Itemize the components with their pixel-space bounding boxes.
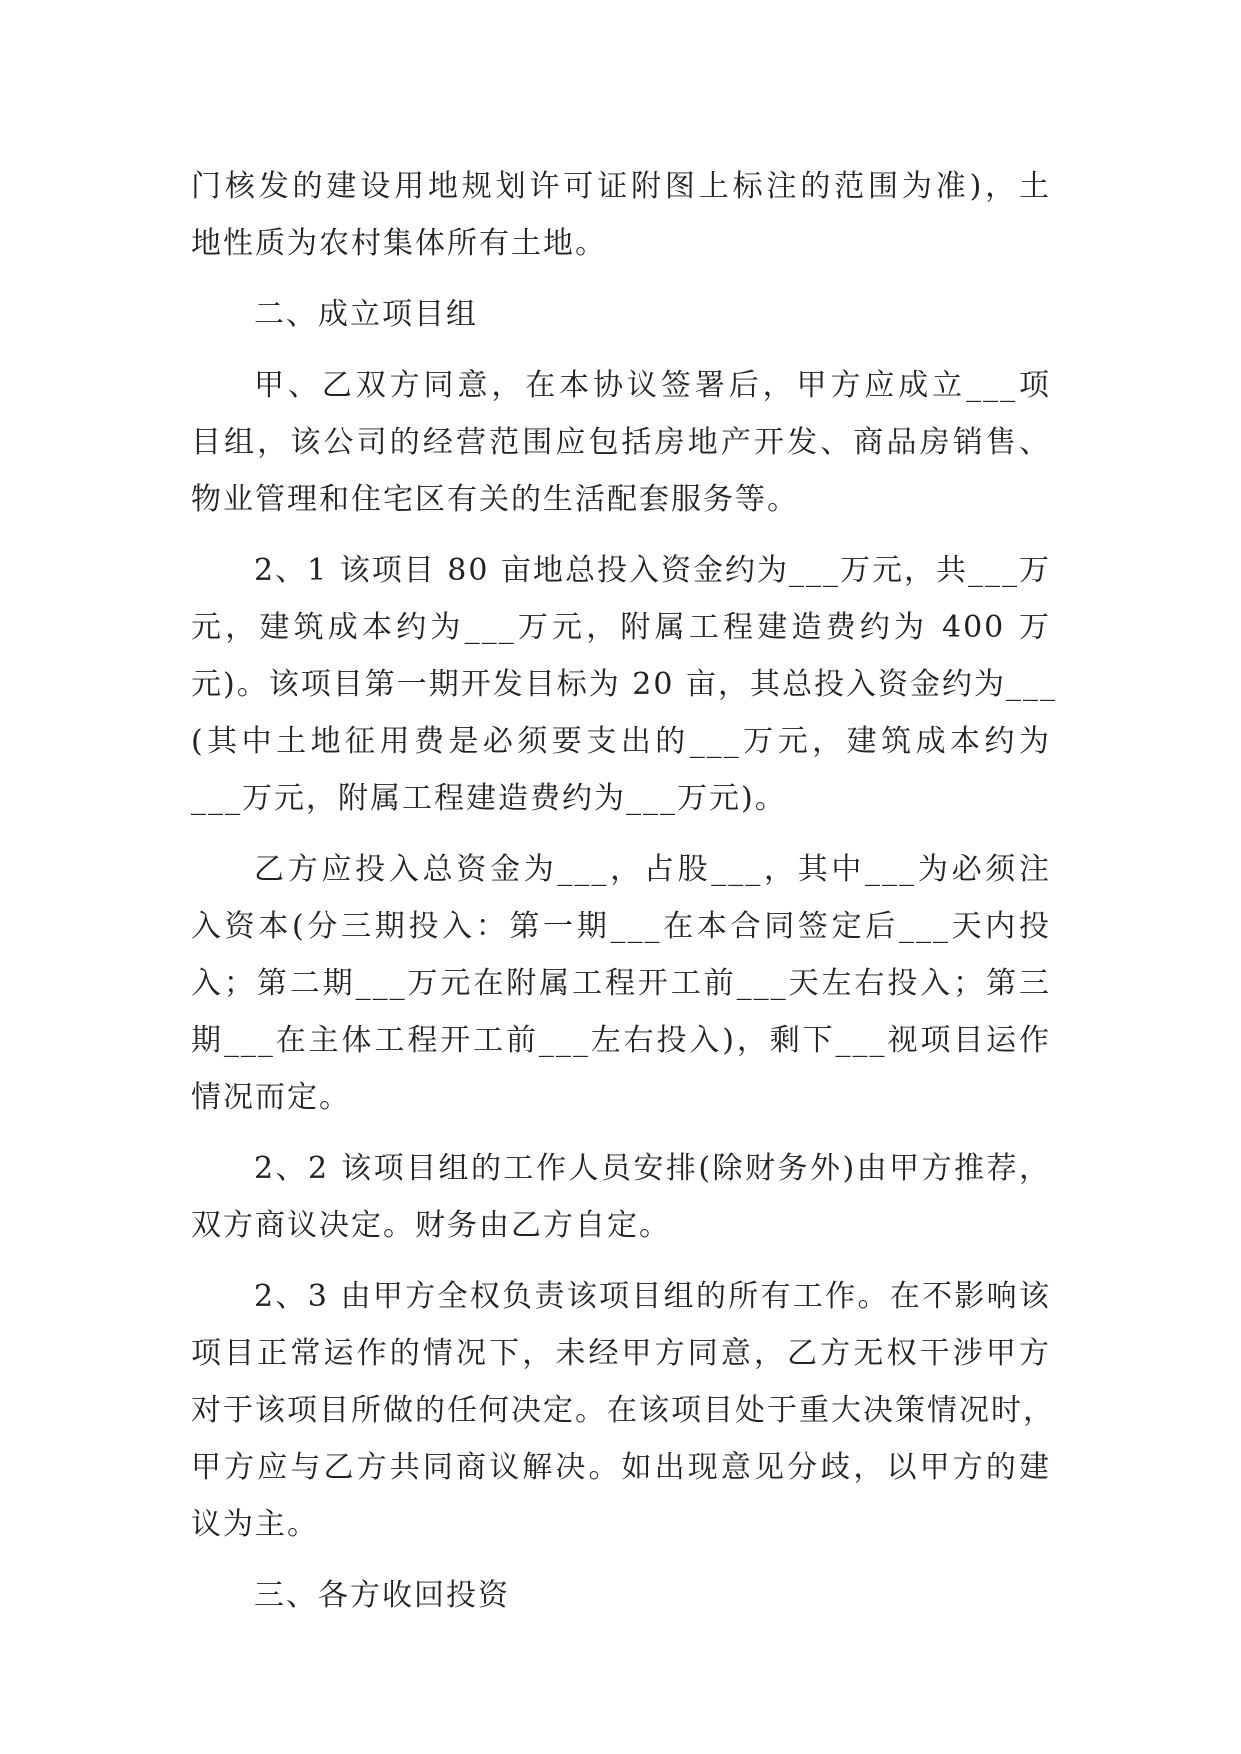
paragraph: [191, 841, 1051, 1126]
paragraph-spacing: [191, 827, 1051, 841]
text-line: 门核发的建设用地规划许可证附图上标注的范围为准)，土: [191, 169, 1051, 204]
text-line: 甲、乙双方同意，在本协议签署后，甲方应成立___项: [254, 368, 1051, 403]
text-line: ___万元，附属工程建造费约为___万元)。: [191, 781, 787, 816]
paragraph-spacing: [191, 272, 1051, 286]
text-line: 情况而定。: [191, 1080, 351, 1115]
text-line: 目组，该公司的经营范围应包括房地产开发、商品房销售、: [191, 425, 1051, 460]
section-heading: [191, 1567, 1051, 1624]
section-heading: [191, 286, 1051, 343]
text-line: 对于该项目所做的任何决定。在该项目处于重大决策情况时，: [191, 1393, 1055, 1428]
text-line: 物业管理和住宅区有关的生活配套服务等。: [191, 482, 799, 517]
text-line: 双方商议决定。财务由乙方自定。: [191, 1208, 671, 1243]
text-line: 元，建筑成本约为___万元，附属工程建造费约为 400 万: [191, 610, 1051, 645]
text-line: 2、2 该项目组的工作人员安排(除财务外)由甲方推荐，: [254, 1151, 1051, 1186]
text-line: 乙方应投入总资金为___，占股___，其中___为必须注: [254, 852, 1051, 887]
text-line: 议为主。: [191, 1507, 319, 1542]
text-line: 元)。该项目第一期开发目标为 20 亩，其总投入资金约为___: [191, 667, 1057, 702]
paragraph: [191, 1268, 1055, 1553]
paragraph: [191, 542, 1057, 827]
text-line: 入；第二期___万元在附属工程开工前___天左右投入；第三: [191, 966, 1051, 1001]
text-line: 二、成立项目组: [254, 297, 478, 332]
paragraph: [191, 357, 1051, 528]
text-line: 2、3 由甲方全权负责该项目组的所有工作。在不影响该: [254, 1279, 1051, 1314]
paragraph-spacing: [191, 343, 1051, 357]
text-line: 2、1 该项目 80 亩地总投入资金约为___万元，共___万: [254, 553, 1051, 588]
paragraph-spacing: [191, 1254, 1051, 1268]
text-line: 入资本(分三期投入：第一期___在本合同签定后___天内投: [191, 909, 1051, 944]
text-line: (其中土地征用费是必须要支出的___万元，建筑成本约为: [191, 724, 1051, 759]
paragraph: [191, 158, 1051, 272]
text-line: 期___在主体工程开工前___左右投入)，剩下___视项目运作: [191, 1023, 1051, 1058]
text-line: 甲方应与乙方共同商议解决。如出现意见分歧，以甲方的建: [191, 1450, 1051, 1485]
paragraph-spacing: [191, 1126, 1051, 1140]
paragraph: [191, 1140, 1051, 1254]
text-line: 地性质为农村集体所有土地。: [191, 226, 607, 261]
text-line: 三、各方收回投资: [254, 1578, 510, 1613]
document-body: [191, 158, 1057, 1624]
text-line: 项目正常运作的情况下，未经甲方同意，乙方无权干涉甲方: [191, 1336, 1051, 1371]
paragraph-spacing: [191, 1553, 1051, 1567]
paragraph-spacing: [191, 528, 1051, 542]
